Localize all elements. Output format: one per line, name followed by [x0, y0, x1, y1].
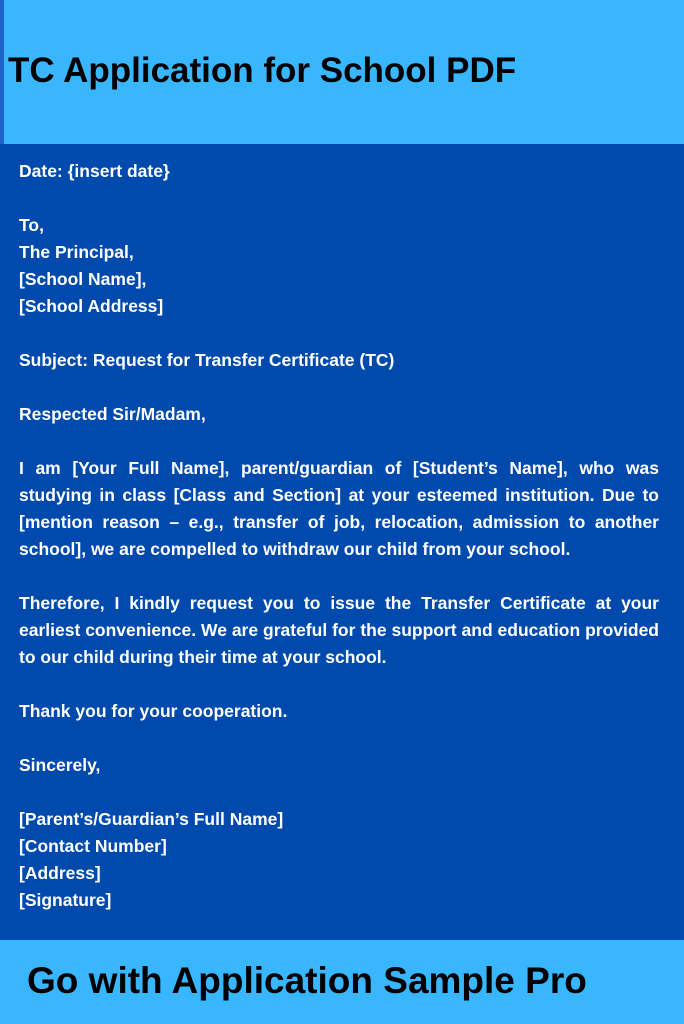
letter-subject: Subject: Request for Transfer Certificate (TC)	[19, 350, 395, 370]
letter-salutation: Respected Sir/Madam,	[19, 404, 206, 424]
body-paragraph: Therefore, I kindly request you to issue the Transfer Certificate at your earliest convenience. We are grateful for the support and education provided to our child during their time at your school.	[19, 593, 659, 667]
body-paragraph: Thank you for your cooperation.	[19, 701, 288, 721]
body-paragraph: I am [Your Full Name], parent/guardian of [Student’s Name], who was studying in class [Class and Section] at your esteemed institution. Due to [mention reason – e.g., transfer of job, relocation, admission to another school], we are compelled to withdraw our child from your school.	[19, 458, 659, 559]
header-edge-accent	[0, 0, 4, 144]
letter-body	[0, 144, 684, 940]
letter-date: Date: {insert date}	[19, 161, 170, 181]
header-banner	[0, 0, 684, 144]
footer-brand-text: Go with Application Sample Pro	[27, 960, 587, 1001]
recipient-block	[19, 212, 659, 320]
recipient-line: [School Address]	[19, 296, 164, 316]
recipient-line: To,	[19, 215, 44, 235]
letter-closing: Sincerely,	[19, 755, 101, 775]
recipient-line: [School Name],	[19, 269, 147, 289]
page-title: TC Application for School PDF	[8, 51, 517, 90]
signature-line: [Contact Number]	[19, 836, 167, 856]
signature-line: [Parent’s/Guardian’s Full Name]	[19, 809, 284, 829]
recipient-line: The Principal,	[19, 242, 134, 262]
footer-banner	[0, 940, 684, 1024]
signature-line: [Signature]	[19, 890, 112, 910]
signature-line: [Address]	[19, 863, 101, 883]
signature-block	[19, 806, 659, 914]
